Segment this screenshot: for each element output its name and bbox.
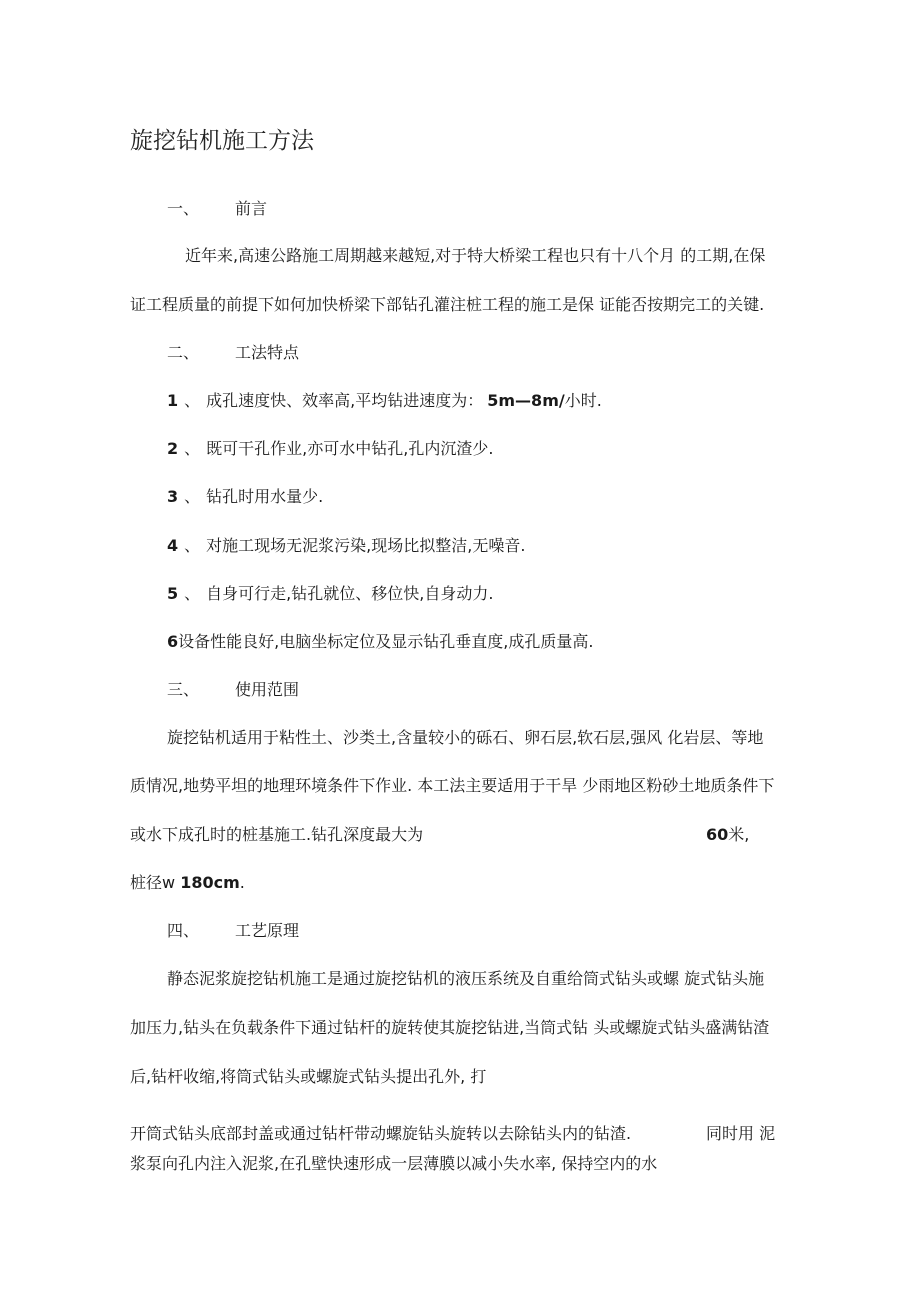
section-number: 四、 [167, 921, 200, 940]
item-text: 设备性能良好,电脑坐标定位及显示钻孔垂直度,成孔质量高. [178, 632, 594, 651]
item-text: 小时. [564, 391, 602, 410]
section-number: 一、 [167, 199, 200, 218]
feature-item [167, 631, 593, 653]
feature-item [167, 438, 493, 460]
paragraph-line: 后,钻杆收缩,将筒式钻头或螺旋式钻头提出孔外, 打 [130, 1067, 487, 1086]
feature-item [167, 535, 525, 557]
item-text: 成孔速度快、效率高,平均钻进速度为： [206, 391, 484, 410]
paragraph-line: 或水下成孔时的桩基施工.钻孔深度最大为 [130, 825, 424, 844]
paragraph-line: 加压力,钻头在负载条件下通过钻杆的旋转使其旋挖钻进,当筒式钻 头或螺旋式钻头盛满钻渣 [130, 1018, 770, 1037]
paragraph-line: 近年来,高速公路施工周期越来越短,对于特大桥梁工程也只有十八个月 的工期,在保 [185, 246, 766, 265]
diameter-suffix: . [239, 873, 245, 892]
item-number: 2 [167, 439, 179, 458]
paragraph-line: 开筒式钻头底部封盖或通过钻杆带动螺旋钻头旋转以去除钻头内的钻渣. [130, 1124, 632, 1143]
item-separator: 、 [184, 536, 201, 555]
item-number: 1 [167, 391, 179, 410]
section-heading: 工法特点 [235, 343, 300, 362]
paragraph-line [130, 872, 245, 894]
depth-unit: 米, [728, 825, 750, 844]
item-number: 5 [167, 584, 179, 603]
depth-value [706, 824, 749, 846]
speed-value: 5m—8m/ [487, 391, 565, 410]
item-text: 对施工现场无泥浆污染,现场比拟整洁,无噪音. [206, 536, 526, 555]
paragraph-line: 同时用 泥 [706, 1124, 776, 1143]
item-separator: 、 [184, 487, 201, 506]
section-number: 三、 [167, 680, 200, 699]
item-number: 3 [167, 487, 179, 506]
item-number: 4 [167, 536, 179, 555]
diameter-label: 桩径w [130, 873, 181, 892]
section-number: 二、 [167, 343, 200, 362]
section-heading: 工艺原理 [235, 921, 300, 940]
paragraph-line: 静态泥浆旋挖钻机施工是通过旋挖钻机的液压系统及自重给筒式钻头或螺 旋式钻头施 [167, 969, 765, 988]
item-number: 6 [167, 632, 179, 651]
item-text: 既可干孔作业,亦可水中钻孔,孔内沉渣少. [206, 439, 494, 458]
feature-item [167, 390, 602, 412]
item-separator: 、 [184, 584, 201, 603]
feature-item [167, 486, 323, 508]
feature-item [167, 583, 493, 605]
item-separator: 、 [184, 439, 201, 458]
paragraph-line: 浆泵向孔内注入泥浆,在孔壁快速形成一层薄膜以减小失水率, 保持空内的水 [130, 1154, 658, 1173]
item-text: 钻孔时用水量少. [206, 487, 324, 506]
paragraph-line: 证工程质量的前提下如何加快桥梁下部钻孔灌注桩工程的施工是保 证能否按期完工的关键. [130, 295, 765, 314]
paragraph-line: 旋挖钻机适用于粘性土、沙类土,含量较小的砾石、卵石层,软石层,强风 化岩层、等地 [167, 728, 764, 747]
diameter-value: 180cm [180, 873, 240, 892]
paragraph-line: 质情况,地势平坦的地理环境条件下作业. 本工法主要适用于干旱 少雨地区粉砂土地质条件下 [130, 776, 775, 795]
section-heading: 使用范围 [235, 680, 300, 699]
section-heading: 前言 [235, 199, 268, 218]
page-title: 旋挖钻机施工方法 [130, 128, 314, 154]
item-text: 自身可行走,钻孔就位、移位快,自身动力. [206, 584, 494, 603]
depth-number: 60 [706, 825, 729, 844]
item-separator: 、 [184, 391, 201, 410]
